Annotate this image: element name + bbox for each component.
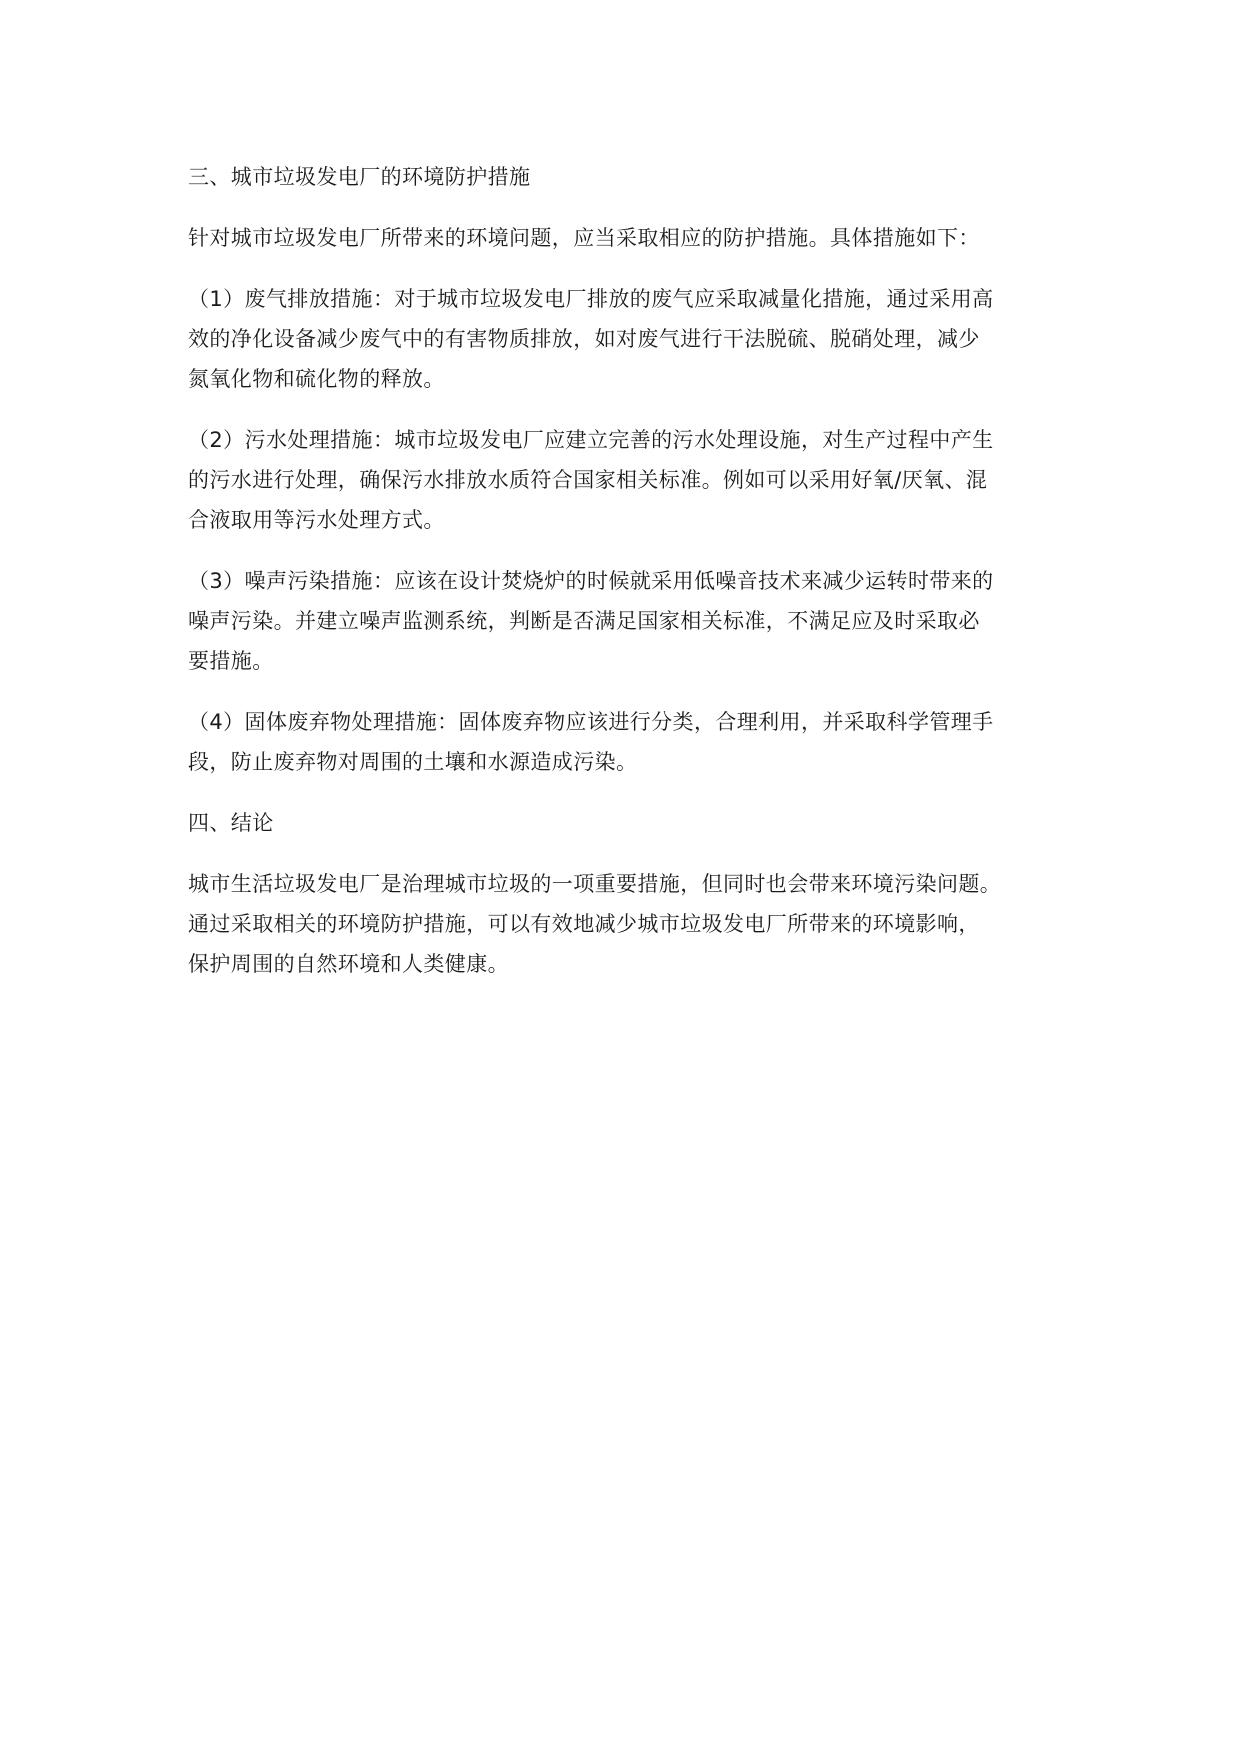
paragraph-line: 的污水进行处理，确保污水排放水质符合国家相关标准。例如可以采用好氧/厌氧、混	[188, 468, 988, 492]
measure-item-2	[188, 420, 1078, 540]
section-4-heading	[188, 803, 1078, 843]
paragraph-line: （2）污水处理措施：城市垃圾发电厂应建立完善的污水处理设施，对生产过程中产生	[188, 428, 994, 452]
paragraph-line: （4）固体废弃物处理措施：固体废弃物应该进行分类，合理利用，并采取科学管理手	[188, 710, 994, 734]
measure-item-1	[188, 279, 1078, 399]
paragraph-line: 保护周围的自然环境和人类健康。	[188, 952, 509, 976]
paragraph-line: 氮氧化物和硫化物的释放。	[188, 367, 445, 391]
section-heading-text: 四、结论	[188, 811, 274, 835]
paragraph-line: 城市生活垃圾发电厂是治理城市垃圾的一项重要措施，但同时也会带来环境污染问题。	[188, 872, 1002, 896]
conclusion-paragraph	[188, 864, 1078, 984]
paragraph-line: 噪声污染。并建立噪声监测系统，判断是否满足国家相关标准，不满足应及时采取必	[188, 609, 980, 633]
paragraph-line: 针对城市垃圾发电厂所带来的环境问题，应当采取相应的防护措施。具体措施如下：	[188, 226, 980, 250]
section-heading-text: 三、城市垃圾发电厂的环境防护措施	[188, 165, 531, 189]
paragraph-line: 效的净化设备减少废气中的有害物质排放，如对废气进行干法脱硫、脱硝处理，减少	[188, 327, 980, 351]
document-body	[188, 157, 1078, 1005]
measure-item-4	[188, 702, 1078, 782]
section-3-heading	[188, 157, 1078, 197]
paragraph-line: （1）废气排放措施：对于城市垃圾发电厂排放的废气应采取减量化措施，通过采用高	[188, 287, 994, 311]
section-3-intro	[188, 218, 1078, 258]
paragraph-line: （3）噪声污染措施：应该在设计焚烧炉的时候就采用低噪音技术来减少运转时带来的	[188, 569, 994, 593]
paragraph-line: 合液取用等污水处理方式。	[188, 508, 445, 532]
paragraph-line: 段，防止废弃物对周围的土壤和水源造成污染。	[188, 750, 638, 774]
measure-item-3	[188, 561, 1078, 681]
paragraph-line: 通过采取相关的环境防护措施，可以有效地减少城市垃圾发电厂所带来的环境影响，	[188, 912, 980, 936]
paragraph-line: 要措施。	[188, 649, 274, 673]
